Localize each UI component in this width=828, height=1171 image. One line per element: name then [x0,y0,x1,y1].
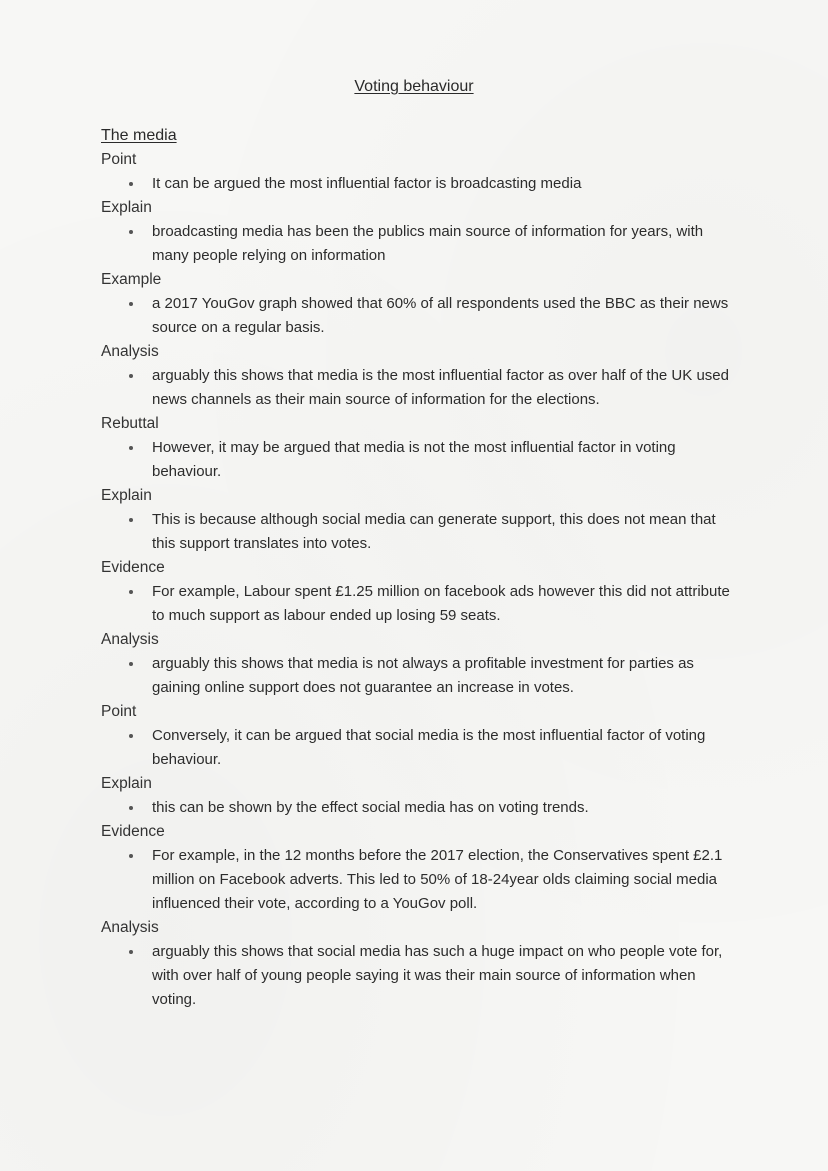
block-example-1 [101,268,741,340]
bullet-icon [129,518,133,522]
block-heading: Analysis [101,631,159,648]
bullet-item [101,220,741,268]
bullet-item [101,580,741,628]
bullet-icon [129,854,133,858]
bullet-text: broadcasting media has been the publics main source of information for years, with many people relying on information [152,223,704,264]
block-heading: Explain [101,199,152,216]
bullet-item [101,796,741,820]
block-explain-3 [101,772,741,820]
bullet-icon [129,374,133,378]
block-evidence-2 [101,820,741,916]
bullet-icon [129,950,133,954]
bullet-text: arguably this shows that media is the most influential factor as over half of the UK used news channels as their main source of information for the elections. [152,367,729,408]
block-heading: Point [101,703,137,720]
block-heading: Evidence [101,559,165,576]
bullet-text: For example, in the 12 months before the 2017 election, the Conservatives spent £2.1 million on Facebook adverts. This led to 50% of 18-24year olds claiming social media influenced their vote, according to a YouGov poll. [152,847,723,912]
bullet-text: arguably this shows that social media has such a huge impact on who people vote for, with over half of young people saying it was their main source of information when voting. [152,943,723,1008]
bullet-icon [129,182,133,186]
bullet-icon [129,446,133,450]
block-analysis-1 [101,340,741,412]
block-evidence-1 [101,556,741,628]
bullet-text: For example, Labour spent £1.25 million on facebook ads however this did not attribute to much support as labour ended up losing 59 seats. [152,583,730,624]
block-heading: Example [101,271,162,288]
bullet-icon [129,302,133,306]
bullet-item [101,940,741,1012]
bullet-item [101,436,741,484]
block-heading: Explain [101,487,152,504]
document-title: Voting behaviour [354,78,474,95]
bullet-item [101,364,741,412]
bullet-item [101,844,741,916]
bullet-text: This is because although social media can generate support, this does not mean that this support translates into votes. [152,511,716,552]
block-heading: Analysis [101,343,159,360]
block-analysis-2 [101,628,741,700]
document-content [101,124,741,1012]
bullet-icon [129,734,133,738]
bullet-text: a 2017 YouGov graph showed that 60% of all respondents used the BBC as their news source on a regular basis. [152,295,729,336]
block-rebuttal [101,412,741,484]
bullet-icon [129,230,133,234]
block-explain-1 [101,196,741,268]
block-heading: Evidence [101,823,165,840]
bullet-text: However, it may be argued that media is not the most influential factor in voting behaviour. [152,439,676,480]
block-point-1 [101,148,741,196]
bullet-icon [129,806,133,810]
bullet-text: Conversely, it can be argued that social media is the most influential factor of voting behaviour. [152,727,706,768]
block-explain-2 [101,484,741,556]
bullet-text: this can be shown by the effect social media has on voting trends. [152,799,589,816]
bullet-item [101,652,741,700]
bullet-text: arguably this shows that media is not always a profitable investment for parties as gaining online support does not guarantee an increase in votes. [152,655,694,696]
block-heading: Explain [101,775,152,792]
block-heading: Analysis [101,919,159,936]
bullet-item [101,172,741,196]
block-point-2 [101,700,741,772]
block-heading: Rebuttal [101,415,159,432]
bullet-icon [129,590,133,594]
bullet-item [101,724,741,772]
section-title: The media [101,127,177,144]
block-analysis-3 [101,916,741,1012]
block-heading: Point [101,151,137,168]
bullet-text: It can be argued the most influential factor is broadcasting media [152,175,582,192]
bullet-item [101,508,741,556]
bullet-icon [129,662,133,666]
bullet-item [101,292,741,340]
